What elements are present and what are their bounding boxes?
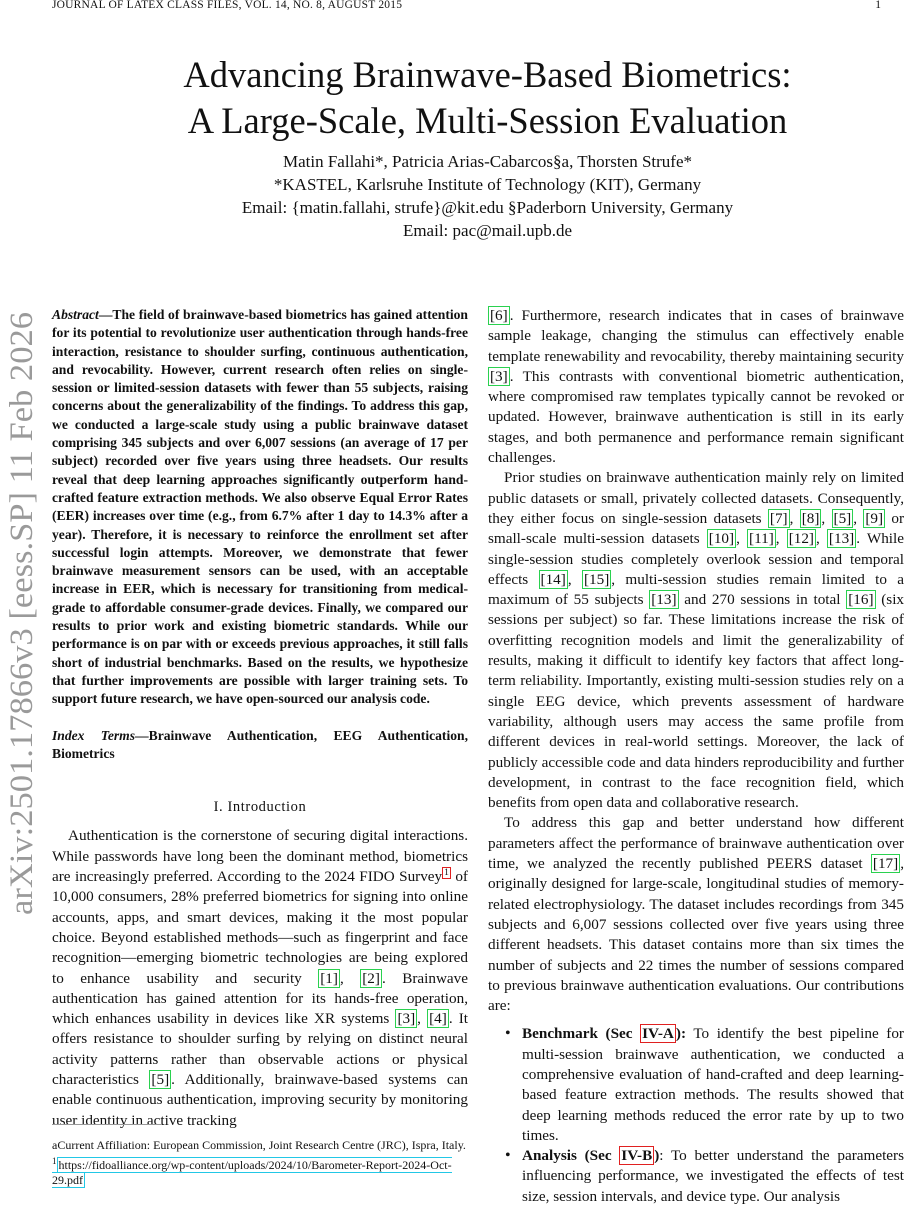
footnote-link[interactable]: 1 [444, 867, 449, 878]
index-terms [52, 727, 468, 764]
paper-title [70, 52, 905, 144]
section-link[interactable]: IV-A [642, 1025, 674, 1043]
right-column [488, 306, 904, 1207]
section-heading: I. Introduction [213, 799, 307, 816]
journal-header: JOURNAL OF LATEX CLASS FILES, VOL. 14, NO. 8, AUGUST 2015 [52, 0, 403, 11]
citation-link[interactable]: [16] [848, 591, 874, 609]
citation-link[interactable]: [6] [490, 307, 508, 324]
citation-link[interactable]: [5] [833, 509, 852, 527]
intro-paragraph-3: To address this gap and better understand how different parameters affect the performance of brainwave authentication over time, we analyzed the recently published PEERS dataset [17] , originally designed for large-scale, longitudinal studies of memory-related electrophysiology. The dataset includes recordings from 345 subjects and 6,007 sessions collected over five years using three different headsets. This dataset contains more than six times the number of subjects and 22 times the number of sessions compared to previous brainwave authentication evaluations. Our contributions are: [488, 814, 904, 1015]
abstract-text: —The field of brainwave-based biometrics has gained attention for its potential to revolutionize user authentication through hands-free interaction, resistance to shoulder surfing, continuous authentication, and revocability. However, current research often relies on single-session or limited-session datasets with fewer than 55 subjects, raising concerns about the generalizability of the findings. To address this gap, we conducted a large-scale study using a public brainwave dataset comprising 345 subjects and over 6,007 sessions (an average of 17 per subject) recorded over five years using three headsets. Our results reveal that deep learning approaches significantly outperform hand-crafted feature extraction methods. We also observe Equal Error Rates (EER) increases over time (e.g., from 6.7% after 1 day to 14.3% after a year). Therefore, it is necessary to reinforce the enrollment set after successful login attempts. Moreover, we demonstrate that fewer brainwave measurement sensors can be used, with an acceptable increase in EER, which is necessary for transitioning from medical-grade to affordable consumer-grade devices. Finally, we compared our results to prior work and existing biometric standards. While our performance is on par with or exceeds previous approaches, it still falls short of industrial benchmarks. Based on the results, we hypothesize that further improvements are possible with larger training sets. To support future research, we have open-sourced our analysis code. [52, 307, 468, 707]
title-line-2: A Large-Scale, Multi-Session Evaluation [187, 100, 788, 141]
footnote-divider [52, 1124, 162, 1125]
citation-link[interactable]: [1] [320, 969, 338, 987]
citation-link[interactable]: [14] [540, 570, 566, 588]
arxiv-identifier: arXiv:2501.17866v3 [eess.SP] 11 Feb 2026 [4, 338, 40, 915]
citation-link[interactable]: [17] [872, 855, 899, 873]
survey-url-link[interactable]: https://fidoalliance.org/wp-content/uploads/2024/10/Barometer-Report-2024-Oct-29.pdf [52, 1157, 452, 1187]
abstract-lead: Abstract [52, 307, 99, 322]
intro-paragraph-2: Prior studies on brainwave authentication mainly rely on limited public datasets or small, privately collected datasets. Consequently, they either focus on single-session datasets [7] , [8] , [5] , [9] or small-scale multi-session datasets [10] , [11] , [12] , [13] . While single-session studies completely overlook session and temporal effects [14] , [15] , multi-session studies remain limited to a maximum of 55 subjects [13] and 270 sessions in total [16] (six sessions per subject) so far. These limitations increase the risk of overfitting recognition models and limit the generalizability of results, making it difficult to identify key factors that affect long-term reliability. Importantly, existing multi-session studies rely on a single EEG device, which prevents assessment of hardware variability, although users may access the same profile from different devices in real-world settings. Moreover, the lack of publicly accessible code and data hinders reproducibility and further development, in contrast to the face recognition field, which benefits from open data and collaborative research. [488, 469, 905, 812]
section-link[interactable]: IV-B [621, 1147, 653, 1165]
contribution-benchmark: • Benchmark (Sec IV-A ): To identify the best pipeline for multi-session brainwave authentication, we conducted a comprehensive evaluation of hand-crafted and deep learning-based feature extraction methods. The results showed that deep learning methods reduced the error rate by up to two times. [522, 1024, 904, 1146]
contribution-analysis: • Analysis (Sec IV-B ): To better understand the parameters influencing performance, we investigated the effects of test size, session intervals, and device type. Our analysis [522, 1146, 904, 1207]
email-line-1: Email: {matin.fallahi, strufe}@kit.edu §Paderborn University, Germany [241, 198, 734, 217]
author-names: Matin Fallahi*, Patricia Arias-Cabarcos§a, Thorsten Strufe* [282, 152, 692, 171]
intro-paragraph-1: Authentication is the cornerstone of securing digital interactions. While passwords have long been the dominant method, biometrics are increasingly preferred. According to the 2024 FIDO Survey $^1$ of 10,000 consumers, 28% preferred biometrics for signing into online accounts, apps, and smart devices, making it the most popular choice. Beyond established methods—such as fingerprint and face recognition—emerging biometric technologies are being explored to enhance usability and security [1] , [2] . Brainwave authentication has gained attention for its hands-free operation, which enhances usability in devices like XR systems [3] , [4] . It offers resistance to shoulder surfing by relying on distinct neural activity patterns rather than observable actions or physical characteristics [5] . Additionally, brainwave-based systems can enable continuous authentication, improving security by monitoring user identity in active tracking [52, 827, 469, 1129]
citation-link[interactable]: [13] [651, 591, 677, 609]
citation-link[interactable]: [15] [583, 570, 610, 588]
citation-link[interactable]: [2] [362, 969, 380, 987]
citation-link[interactable]: [8] [801, 509, 820, 527]
contributions-list [488, 1024, 904, 1207]
abstract [52, 306, 468, 709]
citation-link[interactable]: [3] [397, 1010, 416, 1028]
footnotes [52, 1138, 468, 1189]
author-block [70, 150, 905, 242]
citation-link[interactable]: [3] [490, 367, 508, 385]
left-column [52, 306, 468, 1131]
citation-link[interactable]: [11] [749, 530, 774, 548]
citation-link[interactable]: [13] [828, 530, 855, 548]
citation-link[interactable]: [12] [788, 530, 814, 548]
citation-link[interactable]: [7] [769, 509, 788, 527]
page-number: 1 [875, 0, 881, 11]
index-terms-text: —Brainwave Authentication, EEG Authentication, Biometrics [52, 727, 468, 761]
arxiv-watermark [0, 0, 43, 1200]
affiliation-kit: *KASTEL, Karlsruhe Institute of Technology (KIT), Germany [273, 175, 702, 194]
citation-link[interactable]: [4] [429, 1010, 447, 1028]
index-terms-lead: Index Terms [52, 727, 136, 743]
running-header [52, 0, 881, 16]
footnote-affiliation: aCurrent Affiliation: European Commission, Joint Research Centre (JRC), Ispra, Italy. [52, 1138, 466, 1152]
footnote-1: $^1$ https://fidoalliance.org/wp-content/uploads/2024/10/Barometer-Report-2024-Oct-29.pdf [52, 1155, 452, 1187]
title-line-1: Advancing Brainwave-Based Biometrics: [183, 54, 792, 95]
intro-paragraph-1-continued: [6] . Furthermore, research indicates that in cases of brainwave sample leakage, changing the stimulus can effectively enable template renewability and revocability, thereby maintaining security [3] . This contrasts with conventional biometric authentication, where compromised raw templates typically cannot be revoked or updated. However, brainwave authentication is still in its early stages, and both permanence and performance remain significant challenges. [488, 307, 904, 467]
citation-link[interactable]: [5] [151, 1070, 170, 1088]
email-line-2: Email: pac@mail.upb.de [402, 221, 573, 240]
citation-link[interactable]: [9] [865, 509, 884, 527]
citation-link[interactable]: [10] [708, 530, 735, 548]
